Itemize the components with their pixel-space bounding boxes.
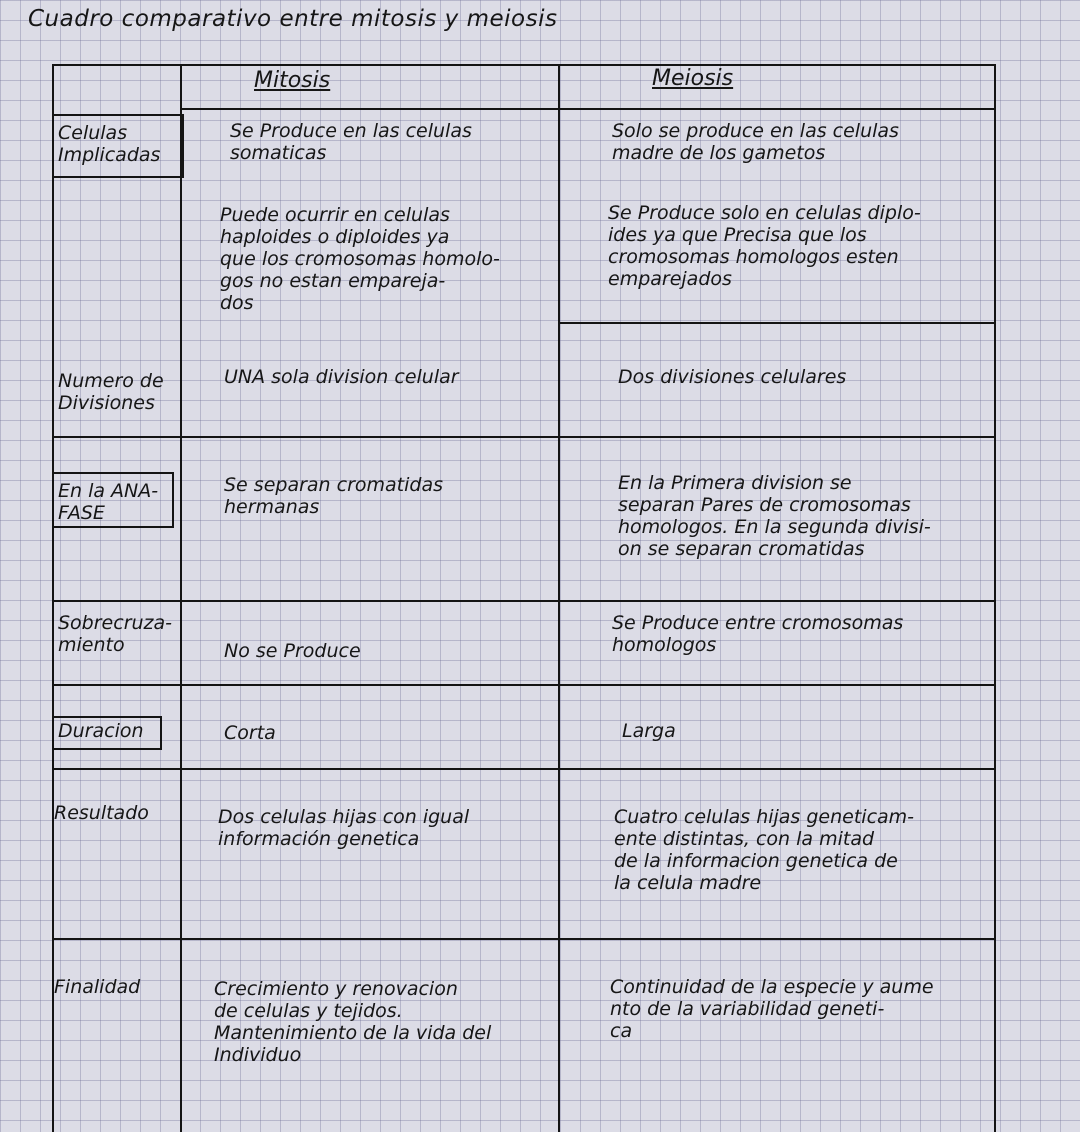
table-left-border bbox=[52, 64, 54, 1132]
table-top-border bbox=[52, 64, 996, 66]
cell-mitosis: Puede ocurrir en celulas haploides o diploides ya que los cromosomas homolo- gos no estan empareja- dos bbox=[220, 204, 500, 314]
cell-mitosis: UNA sola division celular bbox=[224, 366, 459, 388]
header-bottom-border bbox=[180, 108, 996, 110]
row-label: Finalidad bbox=[54, 976, 141, 998]
cell-mitosis: Dos celulas hijas con igual información genetica bbox=[218, 806, 470, 850]
row-label: Duracion bbox=[58, 720, 144, 742]
cell-mitosis: Se Produce en las celulas somaticas bbox=[230, 120, 472, 164]
row-label: Sobrecruza- miento bbox=[58, 612, 173, 656]
cell-meiosis: Se Produce entre cromosomas homologos bbox=[612, 612, 904, 656]
row-separator bbox=[52, 938, 996, 940]
cell-meiosis: Se Produce solo en celulas diplo- ides ya que Precisa que los cromosomas homologos esten emparejados bbox=[608, 202, 921, 290]
cell-meiosis: Solo se produce en las celulas madre de los gametos bbox=[612, 120, 899, 164]
row-separator bbox=[52, 600, 996, 602]
row-separator bbox=[52, 436, 996, 438]
page-title: Cuadro comparativo entre mitosis y meiosis bbox=[28, 6, 558, 32]
cell-meiosis: Continuidad de la especie y aume nto de la variabilidad geneti- ca bbox=[610, 976, 934, 1042]
cell-mitosis: Se separan cromatidas hermanas bbox=[224, 474, 443, 518]
header-meiosis: Meiosis bbox=[652, 66, 734, 91]
cell-mitosis: Corta bbox=[224, 722, 276, 744]
row-separator bbox=[558, 322, 996, 324]
row-label: Numero de Divisiones bbox=[58, 370, 164, 414]
cell-meiosis: Cuatro celulas hijas geneticam- ente distintas, con la mitad de la informacion genetica de la celula madre bbox=[614, 806, 915, 894]
column-divider-meiosis bbox=[558, 64, 560, 1132]
column-divider-mitosis bbox=[180, 64, 182, 1132]
row-label: Celulas Implicadas bbox=[58, 122, 161, 166]
comparison-table bbox=[52, 64, 996, 1132]
row-label: Resultado bbox=[54, 802, 149, 824]
row-separator bbox=[52, 684, 996, 686]
header-mitosis: Mitosis bbox=[254, 68, 331, 93]
cell-meiosis: En la Primera division se separan Pares de cromosomas homologos. En la segunda divisi- on se separan cromatidas bbox=[618, 472, 931, 560]
row-label: En la ANA- FASE bbox=[58, 480, 159, 524]
row-separator bbox=[52, 768, 996, 770]
cell-mitosis: Crecimiento y renovacion de celulas y tejidos. Mantenimiento de la vida del Individuo bbox=[214, 978, 492, 1066]
cell-meiosis: Larga bbox=[622, 720, 676, 742]
cell-meiosis: Dos divisiones celulares bbox=[618, 366, 847, 388]
table-right-border bbox=[994, 64, 996, 1132]
cell-mitosis: No se Produce bbox=[224, 640, 361, 662]
